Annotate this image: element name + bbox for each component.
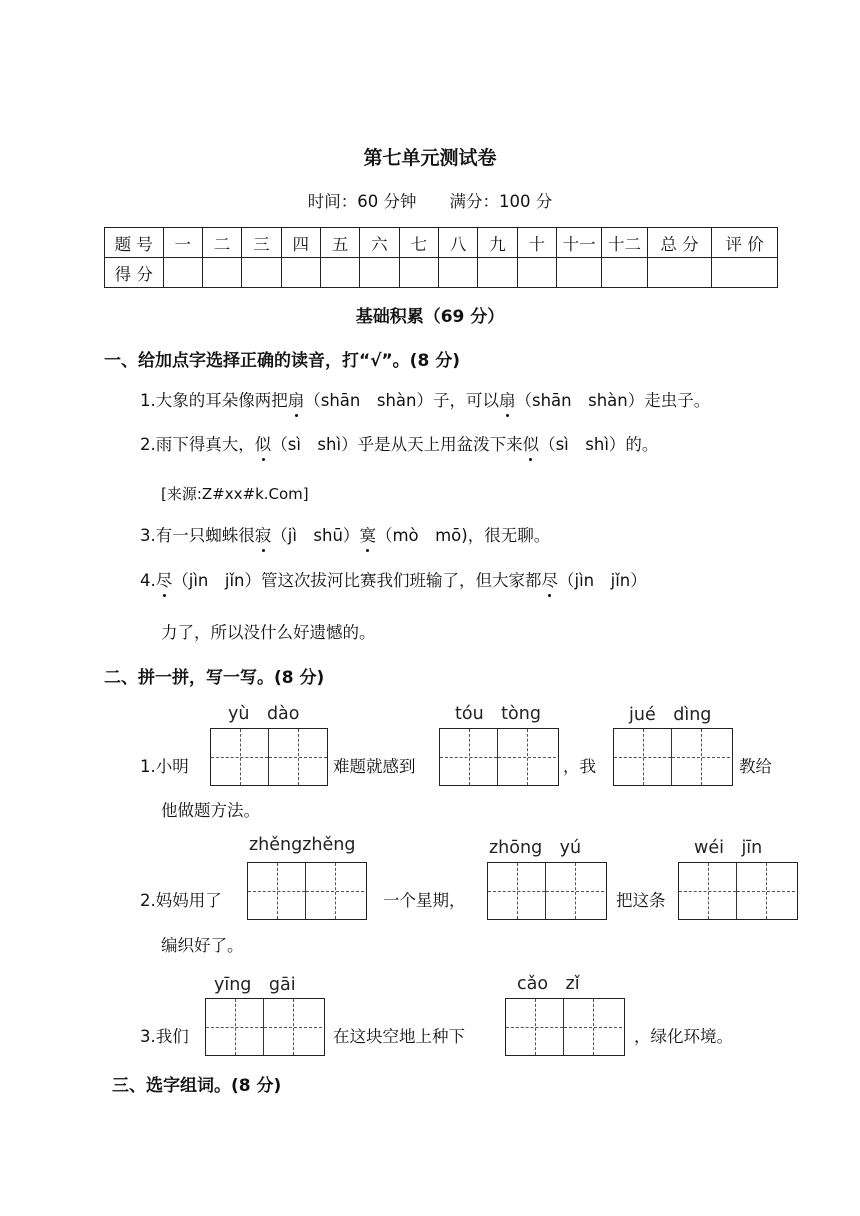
score-table-cell: 九 — [478, 228, 517, 258]
score-table-cell: 总 分 — [647, 228, 712, 258]
score-input-cell[interactable] — [602, 258, 647, 288]
dotted-char: 扇 — [499, 387, 516, 411]
question-2-item-3-text: 3.我们 — [140, 1027, 189, 1046]
question-2-item-2-text: 2.妈妈用了 — [140, 891, 222, 910]
score-table-cell: 得 分 — [105, 258, 164, 288]
pinyin-label: yù dào — [228, 704, 300, 724]
question-2-title: 二、拼一拼，写一写。(8 分) — [104, 668, 325, 688]
page-title: 第七单元测试卷 — [363, 147, 497, 169]
writing-grid-box[interactable] — [487, 862, 607, 920]
score-input-cell[interactable] — [360, 258, 399, 288]
question-1-item-1 — [140, 387, 710, 411]
question-3-title: 三、选字组词。(8 分) — [112, 1076, 282, 1096]
score-table-cell: 八 — [438, 228, 477, 258]
score-table-cell: 十 — [517, 228, 556, 258]
question-2-item-3-text: 在这块空地上种下 — [333, 1027, 465, 1046]
writing-grid-box[interactable] — [205, 998, 325, 1056]
dotted-char: 扇 — [288, 387, 305, 411]
text: 2.雨下得真大， — [140, 435, 255, 454]
score-table-cell: 评 价 — [712, 228, 778, 258]
score-table-cell: 一 — [163, 228, 202, 258]
pinyin-label: cǎo zǐ — [517, 974, 580, 994]
score-table-cell: 三 — [242, 228, 281, 258]
score-input-cell[interactable] — [281, 258, 320, 288]
score-table-cell: 十一 — [556, 228, 601, 258]
dotted-char: 尽 — [156, 567, 173, 591]
score-input-cell[interactable] — [320, 258, 359, 288]
score-table-header-row — [105, 228, 778, 258]
text: 4. — [140, 571, 156, 590]
score-input-cell[interactable] — [202, 258, 241, 288]
question-2-item-1-text: 教给 — [739, 757, 772, 776]
source-watermark-text: [来源:Z#xx#k.Com] — [161, 485, 309, 503]
score-input-cell[interactable] — [647, 258, 712, 288]
pinyin-label: zhěngzhěng — [249, 835, 356, 855]
text: （shān shàn）子，可以 — [304, 391, 499, 410]
text: 1.大象的耳朵像两把 — [140, 391, 288, 410]
score-table-cell: 四 — [281, 228, 320, 258]
text: （jìn jǐn）管这次拔河比赛我们班输了，但大家都 — [172, 571, 542, 590]
dotted-char: 似 — [523, 431, 540, 455]
score-table — [104, 227, 778, 288]
score-table-cell: 十二 — [602, 228, 647, 258]
question-2-item-1-text: 难题就感到 — [333, 757, 416, 776]
question-2-item-1-continued: 他做题方法。 — [161, 801, 260, 820]
score-input-cell[interactable] — [399, 258, 438, 288]
pinyin-label: zhōng yú — [489, 838, 582, 858]
score-table-cell: 五 — [320, 228, 359, 258]
dotted-char: 尽 — [542, 567, 559, 591]
score-input-cell[interactable] — [517, 258, 556, 288]
question-2-item-1-text: ，我 — [563, 757, 596, 776]
score-table-score-row — [105, 258, 778, 288]
score-input-cell[interactable] — [712, 258, 778, 288]
pinyin-label: wéi jīn — [694, 838, 763, 858]
writing-grid-box[interactable] — [439, 728, 559, 786]
score-input-cell[interactable] — [556, 258, 601, 288]
text: （sì shì）乎是从天上用盆泼下来 — [271, 435, 523, 454]
question-2-item-2-text: 把这条 — [616, 891, 666, 910]
text: 3.有一只蜘蛛很 — [140, 526, 255, 545]
writing-grid-box[interactable] — [247, 862, 367, 920]
dotted-char: 寂 — [255, 522, 272, 546]
question-2-item-2-continued: 编织好了。 — [161, 936, 244, 955]
text: （sì shì）的。 — [539, 435, 659, 454]
score-table-cell: 六 — [360, 228, 399, 258]
question-2-item-1-text: 1.小明 — [140, 757, 189, 776]
score-table-cell: 二 — [202, 228, 241, 258]
dotted-char: 寞 — [359, 522, 376, 546]
pinyin-label: jué dìng — [629, 705, 712, 725]
question-1-item-3 — [140, 522, 550, 546]
score-input-cell[interactable] — [163, 258, 202, 288]
score-input-cell[interactable] — [438, 258, 477, 288]
question-2-item-3-text: ，绿化环境。 — [634, 1027, 733, 1046]
pinyin-label: yīng gāi — [214, 975, 296, 995]
dotted-char: 似 — [255, 431, 272, 455]
question-1-item-4 — [140, 567, 647, 591]
score-input-cell[interactable] — [242, 258, 281, 288]
writing-grid-box[interactable] — [210, 728, 328, 786]
pinyin-label: tóu tòng — [455, 704, 541, 724]
exam-time-and-score: 时间：60 分钟 满分：100 分 — [307, 192, 553, 211]
question-1-title: 一、给加点字选择正确的读音，打“√”。(8 分) — [104, 351, 460, 371]
question-1-item-4-continued: 力了，所以没什么好遗憾的。 — [161, 623, 376, 642]
score-table-cell: 题 号 — [105, 228, 164, 258]
text: （shān shàn）走虫子。 — [515, 391, 711, 410]
writing-grid-box[interactable] — [613, 728, 733, 786]
writing-grid-box[interactable] — [678, 862, 798, 920]
text: （jìn jǐn） — [558, 571, 647, 590]
question-1-item-2 — [140, 431, 658, 455]
score-input-cell[interactable] — [478, 258, 517, 288]
text: （jì shū） — [271, 526, 360, 545]
score-table-cell: 七 — [399, 228, 438, 258]
section-title: 基础积累（69 分） — [355, 307, 505, 327]
text: （mò mō)，很无聊。 — [375, 526, 551, 545]
writing-grid-box[interactable] — [505, 998, 625, 1056]
question-2-item-2-text: 一个星期， — [383, 891, 466, 910]
